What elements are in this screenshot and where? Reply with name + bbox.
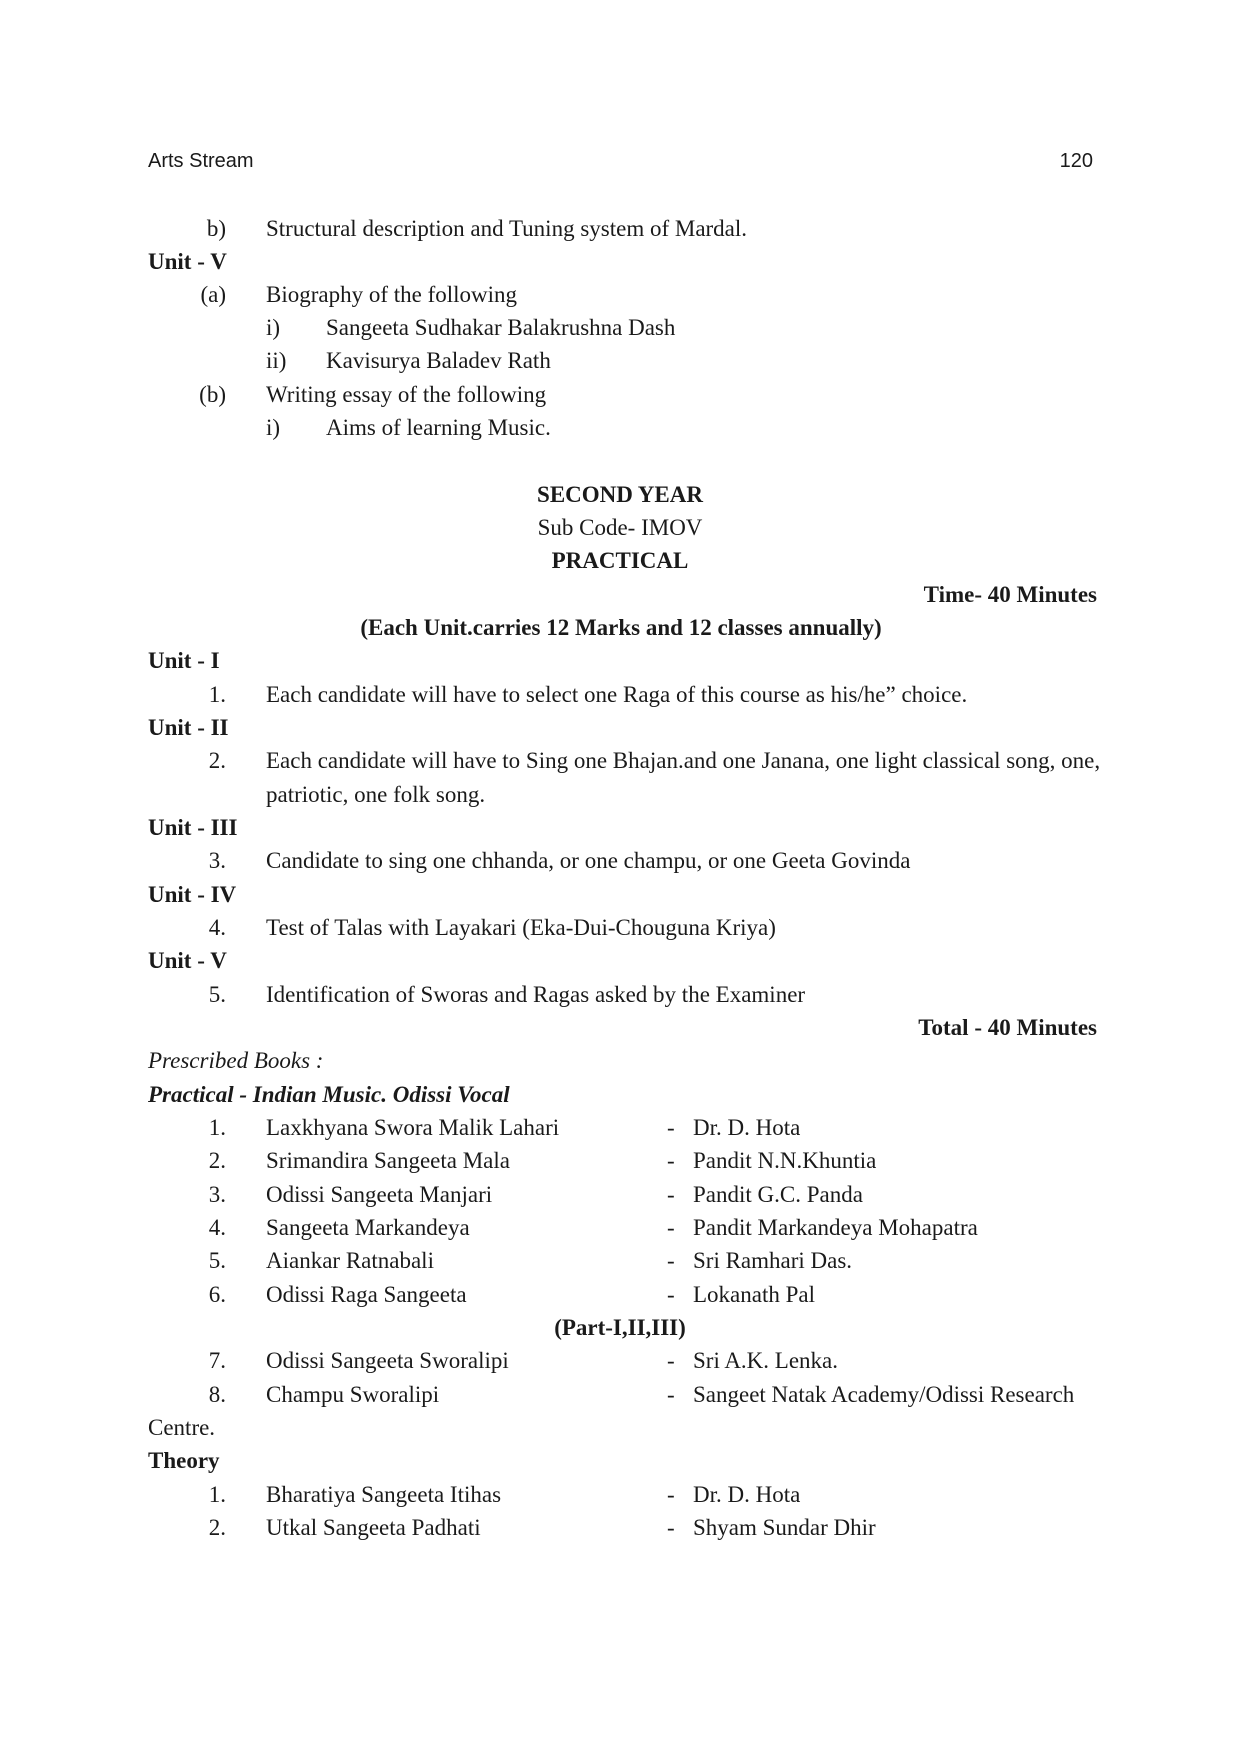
book-number: 1.: [208, 1482, 226, 1507]
book-author: Shyam Sundar Dhir: [693, 1515, 876, 1540]
book-author: Dr. D. Hota: [693, 1115, 801, 1140]
unit-heading: Unit - IV: [148, 882, 237, 907]
book-dash: -: [667, 1282, 675, 1307]
unit-heading: Unit - V: [148, 249, 227, 274]
running-header: Arts Stream: [148, 150, 254, 172]
item-label: (b): [199, 382, 226, 407]
book-number: 5.: [208, 1248, 226, 1273]
book-dash: -: [667, 1348, 675, 1373]
book-title: Odissi Sangeeta Manjari: [266, 1182, 493, 1207]
item-label: (a): [200, 282, 226, 307]
unit-heading: Unit - I: [148, 648, 220, 673]
book-title: Bharatiya Sangeeta Itihas: [266, 1482, 502, 1507]
item-number: 5.: [208, 982, 226, 1007]
book-number: 1.: [208, 1115, 226, 1140]
book-dash: -: [667, 1248, 675, 1273]
practical-books-heading: Practical - Indian Music. Odissi Vocal: [148, 1082, 510, 1107]
centre-continuation: Centre.: [148, 1415, 216, 1440]
sub-code: Sub Code- IMOV: [537, 515, 703, 540]
book-title: Utkal Sangeeta Padhati: [266, 1515, 481, 1540]
book-author: Pandit G.C. Panda: [693, 1182, 863, 1207]
marks-note: [0, 613, 1240, 643]
book-number: 3.: [208, 1182, 226, 1207]
total-label: Total - 40 Minutes: [918, 1015, 1097, 1040]
book-author: Sangeet Natak Academy/Odissi Research: [693, 1382, 1075, 1407]
item-text: Structural description and Tuning system of Mardal.: [266, 216, 748, 241]
book-number: 8.: [208, 1382, 226, 1407]
book-title: Laxkhyana Swora Malik Lahari: [266, 1115, 560, 1140]
book-title: Srimandira Sangeeta Mala: [266, 1148, 510, 1173]
book-dash: -: [667, 1382, 675, 1407]
item-number: 1.: [208, 682, 226, 707]
subitem-text: Sangeeta Sudhakar Balakrushna Dash: [326, 315, 676, 340]
book-dash: -: [667, 1215, 675, 1240]
book-author: Dr. D. Hota: [693, 1482, 801, 1507]
item-number: 3.: [208, 848, 226, 873]
book-number: 2.: [208, 1148, 226, 1173]
page-number: 120: [1059, 150, 1093, 172]
unit-heading: Unit - III: [148, 815, 238, 840]
book-title: Aiankar Ratnabali: [266, 1248, 434, 1273]
book-title: Odissi Raga Sangeeta: [266, 1282, 467, 1307]
subitem-label: i): [266, 415, 281, 440]
item-number: 4.: [208, 915, 226, 940]
item-text-continued: patriotic, one folk song.: [266, 782, 486, 807]
unit-heading: Unit - II: [148, 715, 229, 740]
subitem-label: i): [266, 315, 281, 340]
book-number: 7.: [208, 1348, 226, 1373]
book-number: 2.: [208, 1515, 226, 1540]
prescribed-heading: Prescribed Books :: [148, 1048, 324, 1073]
book-dash: -: [667, 1182, 675, 1207]
section-title: SECOND YEAR: [537, 482, 703, 507]
book-author: Pandit N.N.Khuntia: [693, 1148, 877, 1173]
time-label: Time- 40 Minutes: [923, 582, 1097, 607]
subitem-label: ii): [266, 348, 287, 373]
subitem-text: Aims of learning Music.: [326, 415, 551, 440]
book-dash: -: [667, 1115, 675, 1140]
practical-heading: PRACTICAL: [551, 548, 689, 573]
book-author: Sri A.K. Lenka.: [693, 1348, 839, 1373]
book-number: 6.: [208, 1282, 226, 1307]
marks-note-text: (Each Unit.carries 12 Marks and 12 classes annually): [360, 615, 882, 640]
book-title: Champu Sworalipi: [266, 1382, 440, 1407]
item-text: Identification of Sworas and Ragas asked by the Examiner: [266, 982, 806, 1007]
book-dash: -: [667, 1148, 675, 1173]
book-author: Lokanath Pal: [693, 1282, 815, 1307]
item-text: Each candidate will have to Sing one Bhajan.and one Janana, one light classical song, one,: [266, 748, 1101, 773]
item-text: Writing essay of the following: [266, 382, 547, 407]
book-dash: -: [667, 1482, 675, 1507]
book-author: Pandit Markandeya Mohapatra: [693, 1215, 978, 1240]
item-text: Each candidate will have to select one Raga of this course as his/he” choice.: [266, 682, 968, 707]
item-text: Test of Talas with Layakari (Eka-Dui-Chouguna Kriya): [266, 915, 776, 940]
book-title: Sangeeta Markandeya: [266, 1215, 470, 1240]
book-title: Odissi Sangeeta Sworalipi: [266, 1348, 509, 1373]
subitem-text: Kavisurya Baladev Rath: [326, 348, 551, 373]
item-text: Candidate to sing one chhanda, or one champu, or one Geeta Govinda: [266, 848, 911, 873]
theory-heading: Theory: [148, 1448, 220, 1473]
book-author: Sri Ramhari Das.: [693, 1248, 853, 1273]
part-note: (Part-I,II,III): [554, 1315, 686, 1340]
item-label: b): [206, 216, 226, 241]
item-text: Biography of the following: [266, 282, 518, 307]
unit-heading: Unit - V: [148, 948, 227, 973]
item-number: 2.: [208, 748, 226, 773]
book-dash: -: [667, 1515, 675, 1540]
book-number: 4.: [208, 1215, 226, 1240]
